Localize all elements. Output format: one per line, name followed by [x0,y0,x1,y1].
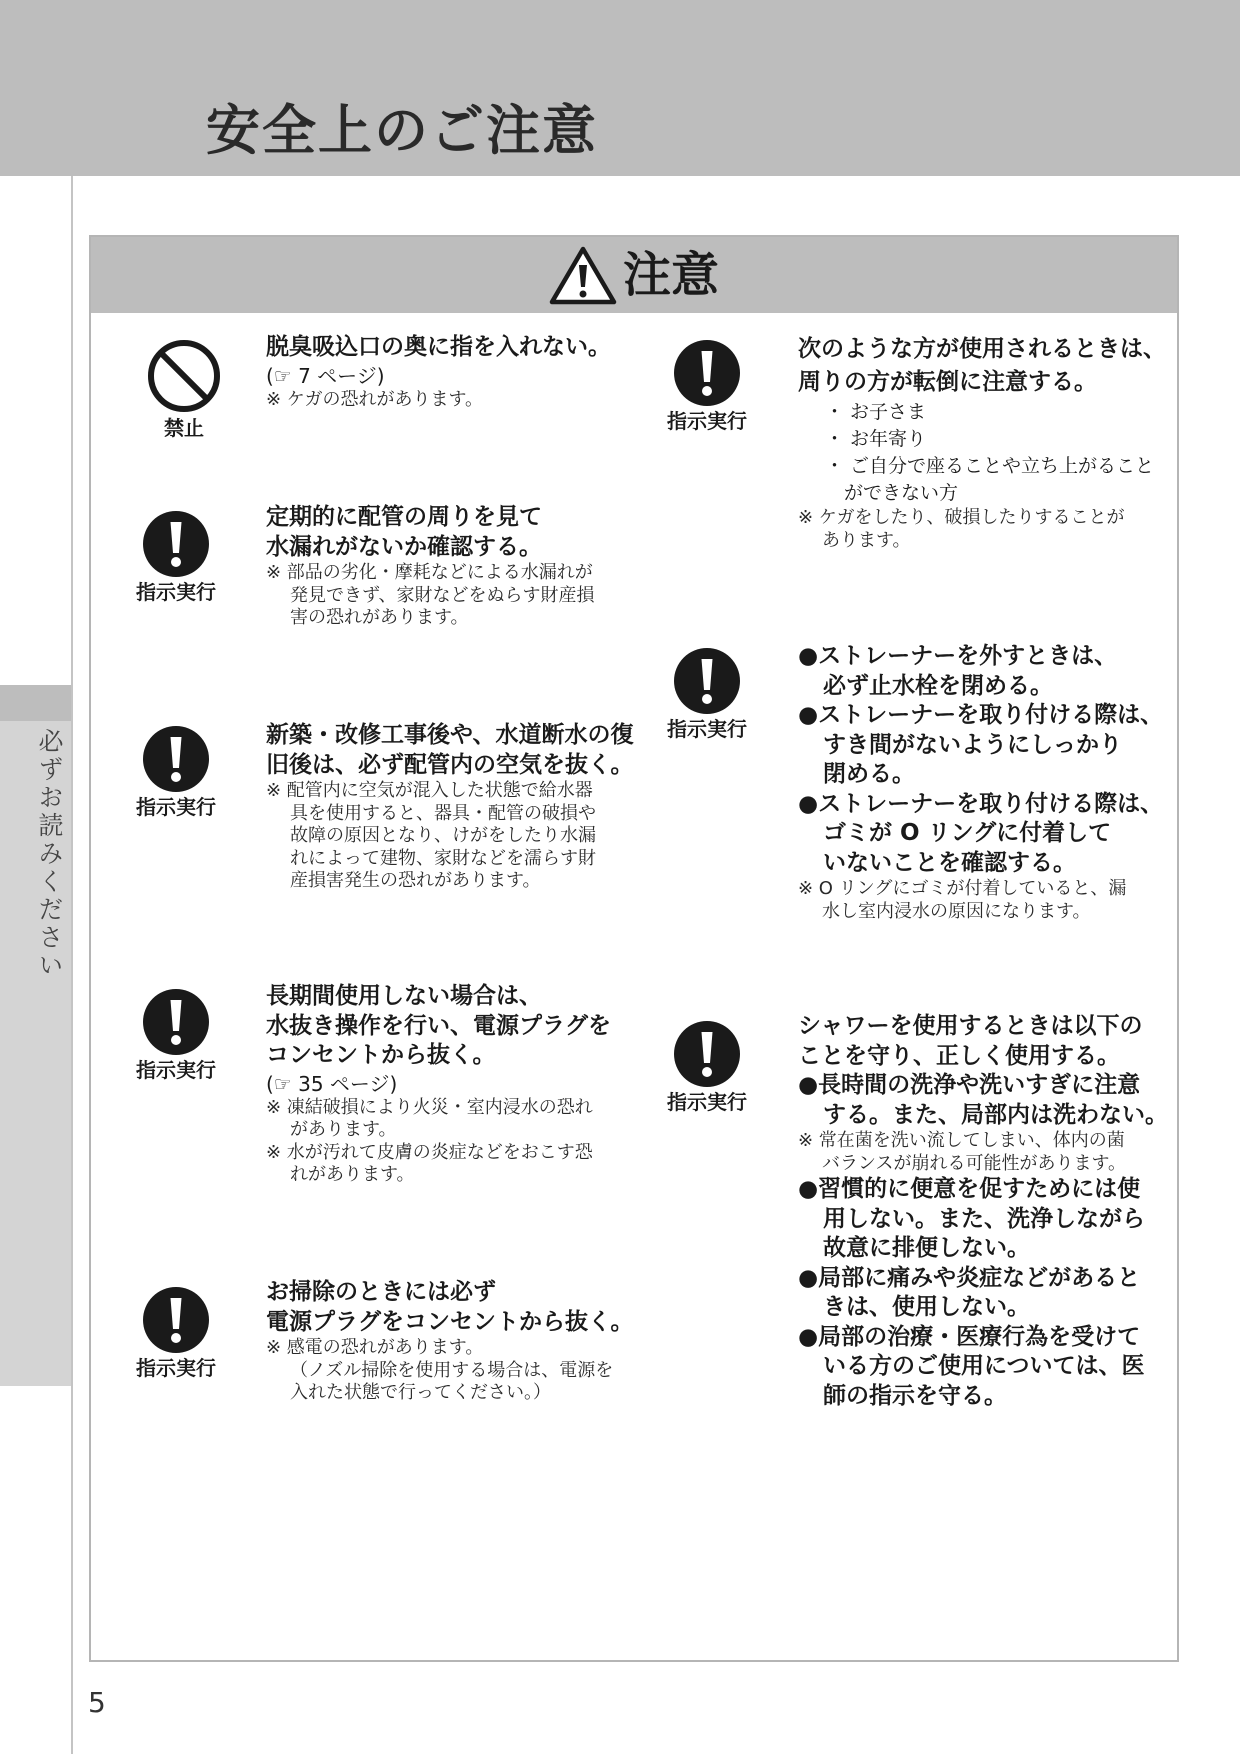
item-heading: 次のような方が使用されるときは、 周りの方が転倒に注意する。 [798,336,1166,395]
header-band [0,0,1240,176]
item-note: ※ 凍結破損により火災・室内浸水の恐れ があります。 [266,1096,593,1140]
item-note: ※ 感電の恐れがあります。 （ノズル掃除を使用する場合は、電源を 入れた状態で行ってください。） [266,1337,614,1403]
bullet-item: ・ お年寄り [825,428,927,450]
mandatory-symbol [121,988,231,1082]
item-content [798,333,1166,552]
mandatory-action-icon [673,339,741,407]
symbol-label: 指示実行 [136,580,216,604]
instruction-line: ●長時間の洗浄や洗いすぎに注意 する。また、局部内は洗わない。 [798,1072,1168,1128]
caution-title-group [91,247,1177,303]
warning-triangle-icon [549,245,617,305]
side-tab-cap [0,685,71,721]
caution-title: 注意 [622,247,719,303]
instruction-line: ●習慣的に便意を促すためには使 用しない。また、洗浄しながら 故意に排便しない。 [798,1176,1145,1261]
symbol-label: 指示実行 [667,409,747,433]
instruction-line: ●局部に痛みや炎症などがあると きは、使用しない。 [798,1264,1141,1320]
symbol-label: 指示実行 [136,1356,216,1380]
left-margin-rule [71,176,73,1754]
item-content [266,982,611,1187]
page-reference: (☞ 35 ページ) [266,1071,398,1096]
symbol-label: 指示実行 [136,795,216,819]
mandatory-action-icon [673,647,741,715]
item-heading: シャワーを使用するときは以下の ことを守り、正しく使用する。 [798,1013,1143,1069]
mandatory-symbol [121,510,231,604]
item-note: ※ ケガをしたり、破損したりすることが あります。 [798,507,1125,551]
item-heading: 定期的に配管の周りを見て 水漏れがないか確認する。 [266,504,542,560]
item-content [266,1278,634,1405]
mandatory-action-icon [142,988,210,1056]
prohibition-icon [146,338,222,414]
page-reference: (☞ 7 ページ) [266,363,385,388]
mandatory-action-icon [142,725,210,793]
page-title: 安全上のご注意 [206,99,598,162]
instruction-line: ●局部の治療・医療行為を受けて いる方のご使用については、医 師の指示を守る。 [798,1323,1145,1409]
item-heading: お掃除のときには必ず 電源プラグをコンセントから抜く。 [266,1279,634,1335]
item-note: ※ O リングにゴミが付着していると、漏 水し室内浸水の原因になります。 [798,878,1127,922]
mandatory-symbol [652,339,762,433]
symbol-label: 指示実行 [667,717,747,741]
mandatory-action-icon [673,1020,741,1088]
item-heading: 新築・改修工事後や、水道断水の復 旧後は、必ず配管内の空気を抜く。 [266,722,634,778]
mandatory-symbol [652,1020,762,1114]
item-note: ※ 部品の劣化・摩耗などによる水漏れが 発見できず、家財などをぬらす財産損 害の恐れがあります。 [266,562,595,628]
page-number: 5 [88,1686,106,1719]
symbol-label: 禁止 [164,416,204,440]
symbol-label: 指示実行 [136,1058,216,1082]
item-note: ※ 常在菌を洗い流してしまい、体内の菌 バランスが崩れる可能性があります。 [798,1130,1127,1174]
item-heading: 脱臭吸込口の奥に指を入れない。 [266,334,611,360]
bullet-item: ・ ご自分で座ることや立ち上がること ができない方 [825,455,1155,504]
item-content [266,503,595,630]
item-content [266,721,634,893]
mandatory-action-icon [142,510,210,578]
instruction-line: ●ストレーナーを取り付ける際は、 すき間がないようにしっかり 閉める。 [798,702,1164,787]
caution-section [89,235,1179,1662]
side-tab-label: 必ずお読みください [35,728,64,980]
prohibition-symbol [129,338,239,440]
mandatory-symbol [121,725,231,819]
item-note: ※ 水が汚れて皮膚の炎症などをおこす恐 れがあります。 [266,1141,593,1185]
instruction-line: ●ストレーナーを取り付ける際は、 ゴミが O リングに付着して いないことを確認する。 [798,790,1164,876]
mandatory-symbol [652,647,762,741]
mandatory-symbol [121,1286,231,1380]
item-note: ※ ケガの恐れがあります。 [266,388,484,410]
bullet-item: ・ お子さま [825,401,927,423]
instruction-line: ●ストレーナーを外すときは、 必ず止水栓を閉める。 [798,643,1118,699]
item-heading: 長期間使用しない場合は、 水抜き操作を行い、電源プラグを コンセントから抜く。 [266,983,611,1068]
mandatory-action-icon [142,1286,210,1354]
item-content [798,642,1163,923]
item-content [266,333,611,411]
item-note: ※ 配管内に空気が混入した状態で給水器 具を使用すると、器具・配管の破損や 故障の原因となり、けがをしたり水漏 れによって建物、家財などを濡らす財 産損害発生の恐れがあります。 [266,780,596,891]
item-content [798,1012,1168,1411]
symbol-label: 指示実行 [667,1090,747,1114]
